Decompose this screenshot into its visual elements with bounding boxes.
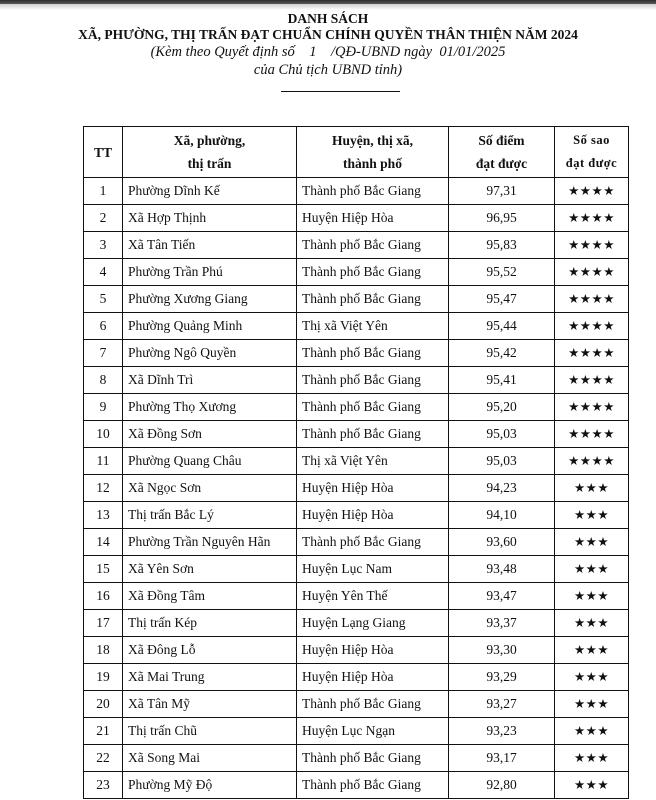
star-rating-icon: ★★★ bbox=[555, 529, 629, 556]
star-rating-icon: ★★★★ bbox=[555, 232, 629, 259]
cell-score: 93,37 bbox=[449, 610, 555, 637]
cell-commune-name: Thị trấn Bắc Lý bbox=[123, 502, 297, 529]
cell-tt: 22 bbox=[84, 745, 123, 772]
table-row bbox=[84, 583, 629, 610]
cell-commune-name: Xã Song Mai bbox=[123, 745, 297, 772]
cell-score: 93,17 bbox=[449, 745, 555, 772]
star-rating-icon: ★★★ bbox=[555, 718, 629, 745]
header-score-line2: đạt được bbox=[475, 156, 528, 171]
table-row bbox=[84, 610, 629, 637]
header-district-line1: Huyện, thị xã, bbox=[331, 133, 413, 148]
star-rating-icon: ★★★★ bbox=[555, 421, 629, 448]
header-score-line1: Số điểm bbox=[478, 133, 525, 148]
cell-district: Huyện Hiệp Hòa bbox=[297, 637, 449, 664]
header-commune-line1: Xã, phường, bbox=[173, 133, 246, 148]
table-row bbox=[84, 313, 629, 340]
cell-commune-name: Xã Tân Tiến bbox=[123, 232, 297, 259]
cell-score: 93,27 bbox=[449, 691, 555, 718]
star-rating-icon: ★★★★ bbox=[555, 205, 629, 232]
header-stars bbox=[555, 127, 629, 178]
cell-tt: 6 bbox=[84, 313, 123, 340]
header-stars-line2: đạt được bbox=[565, 156, 618, 170]
star-rating-icon: ★★★ bbox=[555, 745, 629, 772]
table-row bbox=[84, 178, 629, 205]
cell-score: 95,41 bbox=[449, 367, 555, 394]
star-rating-icon: ★★★ bbox=[555, 583, 629, 610]
cell-commune-name: Thị trấn Kép bbox=[123, 610, 297, 637]
cell-district: Huyện Hiệp Hòa bbox=[297, 205, 449, 232]
star-rating-icon: ★★★★ bbox=[555, 259, 629, 286]
cell-score: 93,48 bbox=[449, 556, 555, 583]
table-row bbox=[84, 421, 629, 448]
star-rating-icon: ★★★ bbox=[555, 772, 629, 799]
table-row bbox=[84, 718, 629, 745]
header-divider bbox=[281, 91, 400, 92]
cell-commune-name: Xã Đồng Sơn bbox=[123, 421, 297, 448]
cell-score: 95,44 bbox=[449, 313, 555, 340]
star-rating-icon: ★★★★ bbox=[555, 340, 629, 367]
cell-score: 95,42 bbox=[449, 340, 555, 367]
cell-tt: 2 bbox=[84, 205, 123, 232]
star-rating-icon: ★★★★ bbox=[555, 367, 629, 394]
cell-score: 93,47 bbox=[449, 583, 555, 610]
table-row bbox=[84, 772, 629, 799]
table-row bbox=[84, 691, 629, 718]
cell-tt: 21 bbox=[84, 718, 123, 745]
cell-commune-name: Xã Tân Mỹ bbox=[123, 691, 297, 718]
cell-district: Huyện Lạng Giang bbox=[297, 610, 449, 637]
cell-tt: 11 bbox=[84, 448, 123, 475]
header-district-line2: thành phố bbox=[343, 156, 402, 171]
cell-tt: 5 bbox=[84, 286, 123, 313]
cell-district: Thành phố Bắc Giang bbox=[297, 772, 449, 799]
table-row bbox=[84, 340, 629, 367]
cell-commune-name: Xã Hợp Thịnh bbox=[123, 205, 297, 232]
cell-district: Thị xã Việt Yên bbox=[297, 448, 449, 475]
cell-district: Thành phố Bắc Giang bbox=[297, 286, 449, 313]
cell-score: 95,03 bbox=[449, 448, 555, 475]
cell-commune-name: Xã Đông Lỗ bbox=[123, 637, 297, 664]
table-row bbox=[84, 556, 629, 583]
cell-district: Thành phố Bắc Giang bbox=[297, 394, 449, 421]
cell-tt: 14 bbox=[84, 529, 123, 556]
cell-district: Thành phố Bắc Giang bbox=[297, 691, 449, 718]
table-row bbox=[84, 232, 629, 259]
cell-commune-name: Xã Dĩnh Trì bbox=[123, 367, 297, 394]
star-rating-icon: ★★★ bbox=[555, 691, 629, 718]
cell-tt: 18 bbox=[84, 637, 123, 664]
table-row bbox=[84, 475, 629, 502]
star-rating-icon: ★★★ bbox=[555, 610, 629, 637]
cell-commune-name: Xã Yên Sơn bbox=[123, 556, 297, 583]
cell-tt: 16 bbox=[84, 583, 123, 610]
table-row bbox=[84, 286, 629, 313]
star-rating-icon: ★★★ bbox=[555, 637, 629, 664]
cell-district: Huyện Hiệp Hòa bbox=[297, 475, 449, 502]
star-rating-icon: ★★★★ bbox=[555, 286, 629, 313]
header-stars-line1: Số sao bbox=[573, 133, 610, 147]
cell-score: 93,60 bbox=[449, 529, 555, 556]
cell-score: 95,83 bbox=[449, 232, 555, 259]
cell-score: 92,80 bbox=[449, 772, 555, 799]
cell-district: Thành phố Bắc Giang bbox=[297, 178, 449, 205]
star-rating-icon: ★★★★ bbox=[555, 178, 629, 205]
header-tt-label: TT bbox=[93, 144, 112, 160]
cell-district: Huyện Lục Ngạn bbox=[297, 718, 449, 745]
cell-district: Thành phố Bắc Giang bbox=[297, 259, 449, 286]
cell-district: Thành phố Bắc Giang bbox=[297, 340, 449, 367]
cell-commune-name: Phường Xương Giang bbox=[123, 286, 297, 313]
cell-commune-name: Xã Mai Trung bbox=[123, 664, 297, 691]
cell-score: 93,30 bbox=[449, 637, 555, 664]
cell-score: 95,03 bbox=[449, 421, 555, 448]
cell-tt: 4 bbox=[84, 259, 123, 286]
table-row bbox=[84, 502, 629, 529]
header-commune-line2: thị trấn bbox=[187, 156, 232, 171]
cell-score: 95,47 bbox=[449, 286, 555, 313]
document-title: DANH SÁCH bbox=[287, 11, 369, 26]
cell-commune-name: Xã Đồng Tâm bbox=[123, 583, 297, 610]
cell-commune-name: Phường Ngô Quyền bbox=[123, 340, 297, 367]
cell-tt: 7 bbox=[84, 340, 123, 367]
cell-tt: 23 bbox=[84, 772, 123, 799]
document-subtitle: XÃ, PHƯỜNG, THỊ TRẤN ĐẠT CHUẨN CHÍNH QUYỀN THÂN THIỆN NĂM 2024 bbox=[78, 27, 578, 42]
header-district bbox=[297, 127, 449, 178]
cell-tt: 15 bbox=[84, 556, 123, 583]
table-row bbox=[84, 394, 629, 421]
table-row bbox=[84, 448, 629, 475]
cell-score: 93,29 bbox=[449, 664, 555, 691]
star-rating-icon: ★★★ bbox=[555, 475, 629, 502]
star-rating-icon: ★★★★ bbox=[555, 313, 629, 340]
cell-score: 94,23 bbox=[449, 475, 555, 502]
header-commune bbox=[123, 127, 297, 178]
cell-tt: 1 bbox=[84, 178, 123, 205]
cell-tt: 3 bbox=[84, 232, 123, 259]
star-rating-icon: ★★★★ bbox=[555, 448, 629, 475]
cell-district: Huyện Lục Nam bbox=[297, 556, 449, 583]
ranking-table bbox=[83, 126, 629, 799]
cell-commune-name: Phường Trần Nguyên Hãn bbox=[123, 529, 297, 556]
table-row bbox=[84, 205, 629, 232]
cell-district: Thành phố Bắc Giang bbox=[297, 232, 449, 259]
cell-commune-name: Phường Quảng Minh bbox=[123, 313, 297, 340]
cell-district: Thị xã Việt Yên bbox=[297, 313, 449, 340]
cell-district: Thành phố Bắc Giang bbox=[297, 421, 449, 448]
decision-reference: (Kèm theo Quyết định số 1 /QĐ-UBND ngày 01/01/2025 bbox=[150, 44, 506, 60]
star-rating-icon: ★★★ bbox=[555, 556, 629, 583]
cell-district: Thành phố Bắc Giang bbox=[297, 367, 449, 394]
cell-tt: 12 bbox=[84, 475, 123, 502]
cell-score: 97,31 bbox=[449, 178, 555, 205]
cell-district: Huyện Hiệp Hòa bbox=[297, 664, 449, 691]
cell-score: 96,95 bbox=[449, 205, 555, 232]
star-rating-icon: ★★★ bbox=[555, 502, 629, 529]
cell-tt: 20 bbox=[84, 691, 123, 718]
cell-commune-name: Phường Thọ Xương bbox=[123, 394, 297, 421]
cell-commune-name: Phường Dĩnh Kế bbox=[123, 178, 297, 205]
table-row bbox=[84, 529, 629, 556]
cell-commune-name: Xã Ngọc Sơn bbox=[123, 475, 297, 502]
header-score bbox=[449, 127, 555, 178]
document-header bbox=[0, 11, 656, 79]
table-row bbox=[84, 745, 629, 772]
cell-tt: 10 bbox=[84, 421, 123, 448]
cell-score: 95,52 bbox=[449, 259, 555, 286]
cell-district: Thành phố Bắc Giang bbox=[297, 529, 449, 556]
cell-district: Huyện Yên Thế bbox=[297, 583, 449, 610]
cell-district: Thành phố Bắc Giang bbox=[297, 745, 449, 772]
table-body bbox=[84, 178, 629, 799]
cell-score: 93,23 bbox=[449, 718, 555, 745]
cell-district: Huyện Hiệp Hòa bbox=[297, 502, 449, 529]
cell-tt: 17 bbox=[84, 610, 123, 637]
cell-score: 94,10 bbox=[449, 502, 555, 529]
star-rating-icon: ★★★ bbox=[555, 664, 629, 691]
cell-commune-name: Phường Trần Phú bbox=[123, 259, 297, 286]
cell-commune-name: Phường Quang Châu bbox=[123, 448, 297, 475]
cell-tt: 13 bbox=[84, 502, 123, 529]
viewer-top-shadow bbox=[0, 4, 656, 10]
header-tt bbox=[84, 127, 123, 178]
cell-commune-name: Phường Mỹ Độ bbox=[123, 772, 297, 799]
cell-score: 95,20 bbox=[449, 394, 555, 421]
table-row bbox=[84, 664, 629, 691]
table-row bbox=[84, 367, 629, 394]
cell-tt: 19 bbox=[84, 664, 123, 691]
decision-issuer: của Chủ tịch UBND tỉnh) bbox=[253, 62, 403, 78]
cell-tt: 8 bbox=[84, 367, 123, 394]
table-header-row bbox=[84, 127, 629, 178]
table-row bbox=[84, 637, 629, 664]
star-rating-icon: ★★★★ bbox=[555, 394, 629, 421]
table-row bbox=[84, 259, 629, 286]
cell-commune-name: Thị trấn Chũ bbox=[123, 718, 297, 745]
cell-tt: 9 bbox=[84, 394, 123, 421]
